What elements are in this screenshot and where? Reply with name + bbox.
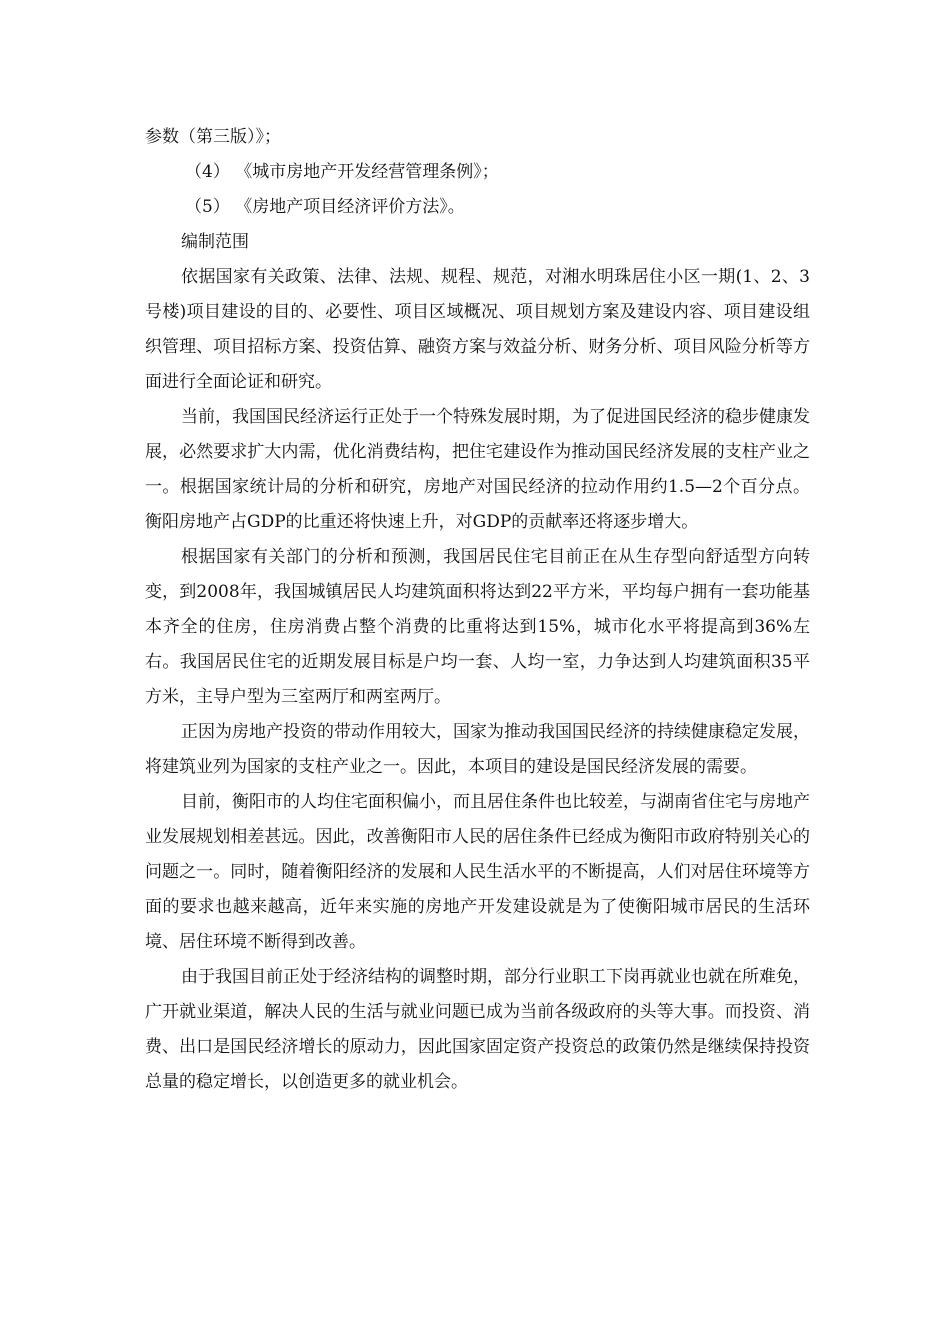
reference-item-5: （5） 《房地产项目经济评价方法》。	[185, 197, 465, 217]
document-body	[145, 120, 810, 1100]
paragraph-hengyang: 目前，衡阳市的人均住宅面积偏小，而且居住条件也比较差，与湖南省住宅与房地产业发展规划相差甚远。因此，改善衡阳市人民的居住条件已经成为衡阳市政府特别关心的问题之一。同时，随着衡阳经济的发展和人民生活水平的不断提高，人们对居住环境等方面的要求也越来越高，近年来实施的房地产开发建设就是为了使衡阳城市居民的生活环境、居住环境不断得到改善。	[145, 792, 810, 952]
section-title: 编制范围	[181, 232, 249, 252]
continuation-line: 参数（第三版）》；	[145, 127, 281, 147]
paragraph-pillar-industry: 正因为房地产投资的带动作用较大，国家为推动我国国民经济的持续健康稳定发展，将建筑业列为国家的支柱产业之一。因此，本项目的建设是国民经济发展的需要。	[145, 722, 810, 777]
reference-item-4: （4） 《城市房地产开发经营管理条例》；	[185, 162, 499, 182]
paragraph-employment: 由于我国目前正处于经济结构的调整时期，部分行业职工下岗再就业也就在所难免，广开就业渠道，解决人民的生活与就业问题已成为当前各级政府的头等大事。而投资、消费、出口是国民经济增长的原动力，因此国家固定资产投资总的政策仍然是继续保持投资总量的稳定增长，以创造更多的就业机会。	[145, 967, 810, 1092]
paragraph-scope: 依据国家有关政策、法律、法规、规程、规范，对湘水明珠居住小区一期(1、2、3号楼)项目建设的目的、必要性、项目区域概况、项目规划方案及建设内容、项目建设组织管理、项目招标方案、投资估算、融资方案与效益分析、财务分析、项目风险分析等方面进行全面论证和研究。	[145, 267, 810, 392]
paragraph-housing-forecast: 根据国家有关部门的分析和预测，我国居民住宅目前正在从生存型向舒适型方向转变，到2008年，我国城镇居民人均建筑面积将达到22平方米，平均每户拥有一套功能基本齐全的住房，住房消费占整个消费的比重将达到15%，城市化水平将提高到36%左右。我国居民住宅的近期发展目标是户均一套、人均一室，力争达到人均建筑面积35平方米，主导户型为三室两厅和两室两厅。	[145, 547, 810, 707]
paragraph-economy: 当前，我国国民经济运行正处于一个特殊发展时期，为了促进国民经济的稳步健康发展，必然要求扩大内需，优化消费结构，把住宅建设作为推动国民经济发展的支柱产业之一。根据国家统计局的分析和研究，房地产对国民经济的拉动作用约1.5—2个百分点。衡阳房地产占GDP的比重还将快速上升，对GDP的贡献率还将逐步增大。	[145, 407, 810, 532]
